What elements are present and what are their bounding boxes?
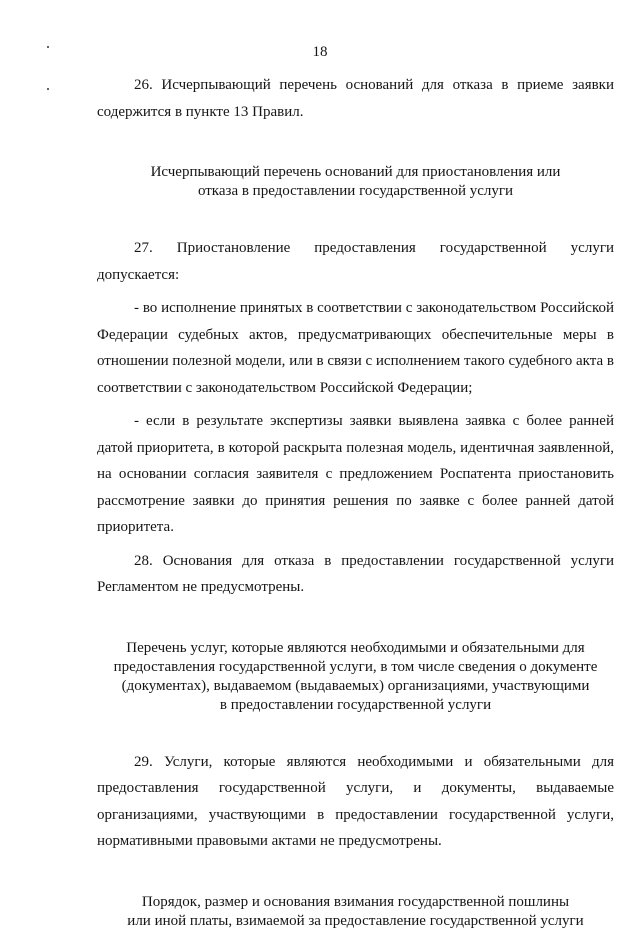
- heading-line: или иной платы, взимаемой за предоставление государственной услуги: [127, 912, 584, 929]
- heading-line: (документах), выдаваемом (выдаваемых) организациями, участвующими: [121, 677, 590, 694]
- heading-line: предоставления государственной услуги, в том числе сведения о документе: [113, 658, 598, 675]
- paragraph-28: 28. Основания для отказа в предоставлении государственной услуги Регламентом не предусмотрены.: [97, 552, 614, 595]
- heading-line: отказа в предоставлении государственной услуги: [197, 183, 514, 199]
- section-heading-state-fee: [97, 893, 614, 931]
- paragraph-27-item-earlier-priority: - если в результате экспертизы заявки выявлена заявка с более ранней датой приоритета, в которой раскрыта полезная модель, идентичная заявленной, на основании согласия заявителя с предложением Роспатента приостановить рассмотрение заявки до принятия решения по заявке с более ранней датой приоритета.: [97, 413, 614, 535]
- scan-speck-bottom: [47, 88, 49, 90]
- paragraph-26: 26. Исчерпывающий перечень оснований для отказа в приеме заявки содержится в пункте 13 Правил.: [97, 77, 614, 120]
- paragraph-27: 27. Приостановление предоставления государственной услуги допускается:: [97, 240, 614, 283]
- paragraph-29: 29. Услуги, которые являются необходимыми и обязательными для предоставления государственной услуги, и документы, выдаваемые организациями, участвующими в предоставлении государственной услуги, нормативными правовыми актами не предусмотрены.: [97, 753, 614, 849]
- heading-line: Исчерпывающий перечень оснований для приостановления или: [150, 164, 561, 180]
- heading-line: Порядок, размер и основания взимания государственной пошлины: [141, 893, 570, 910]
- heading-line: в предоставлении государственной услуги: [219, 696, 492, 713]
- page-number: 18: [312, 44, 328, 60]
- section-heading-suspension-refusal: [97, 163, 614, 201]
- document-body: [97, 72, 614, 931]
- section-heading-required-services: [97, 639, 614, 715]
- heading-line: Перечень услуг, которые являются необходимыми и обязательными для: [126, 639, 585, 656]
- paragraph-27-item-court-acts: - во исполнение принятых в соответствии с законодательством Российской Федерации судебных актов, предусматривающих обеспечительные меры в отношении полезной модели, или в связи с исполнением такого судебного акта в соответствии с законодательством Российской Федерации;: [97, 300, 614, 396]
